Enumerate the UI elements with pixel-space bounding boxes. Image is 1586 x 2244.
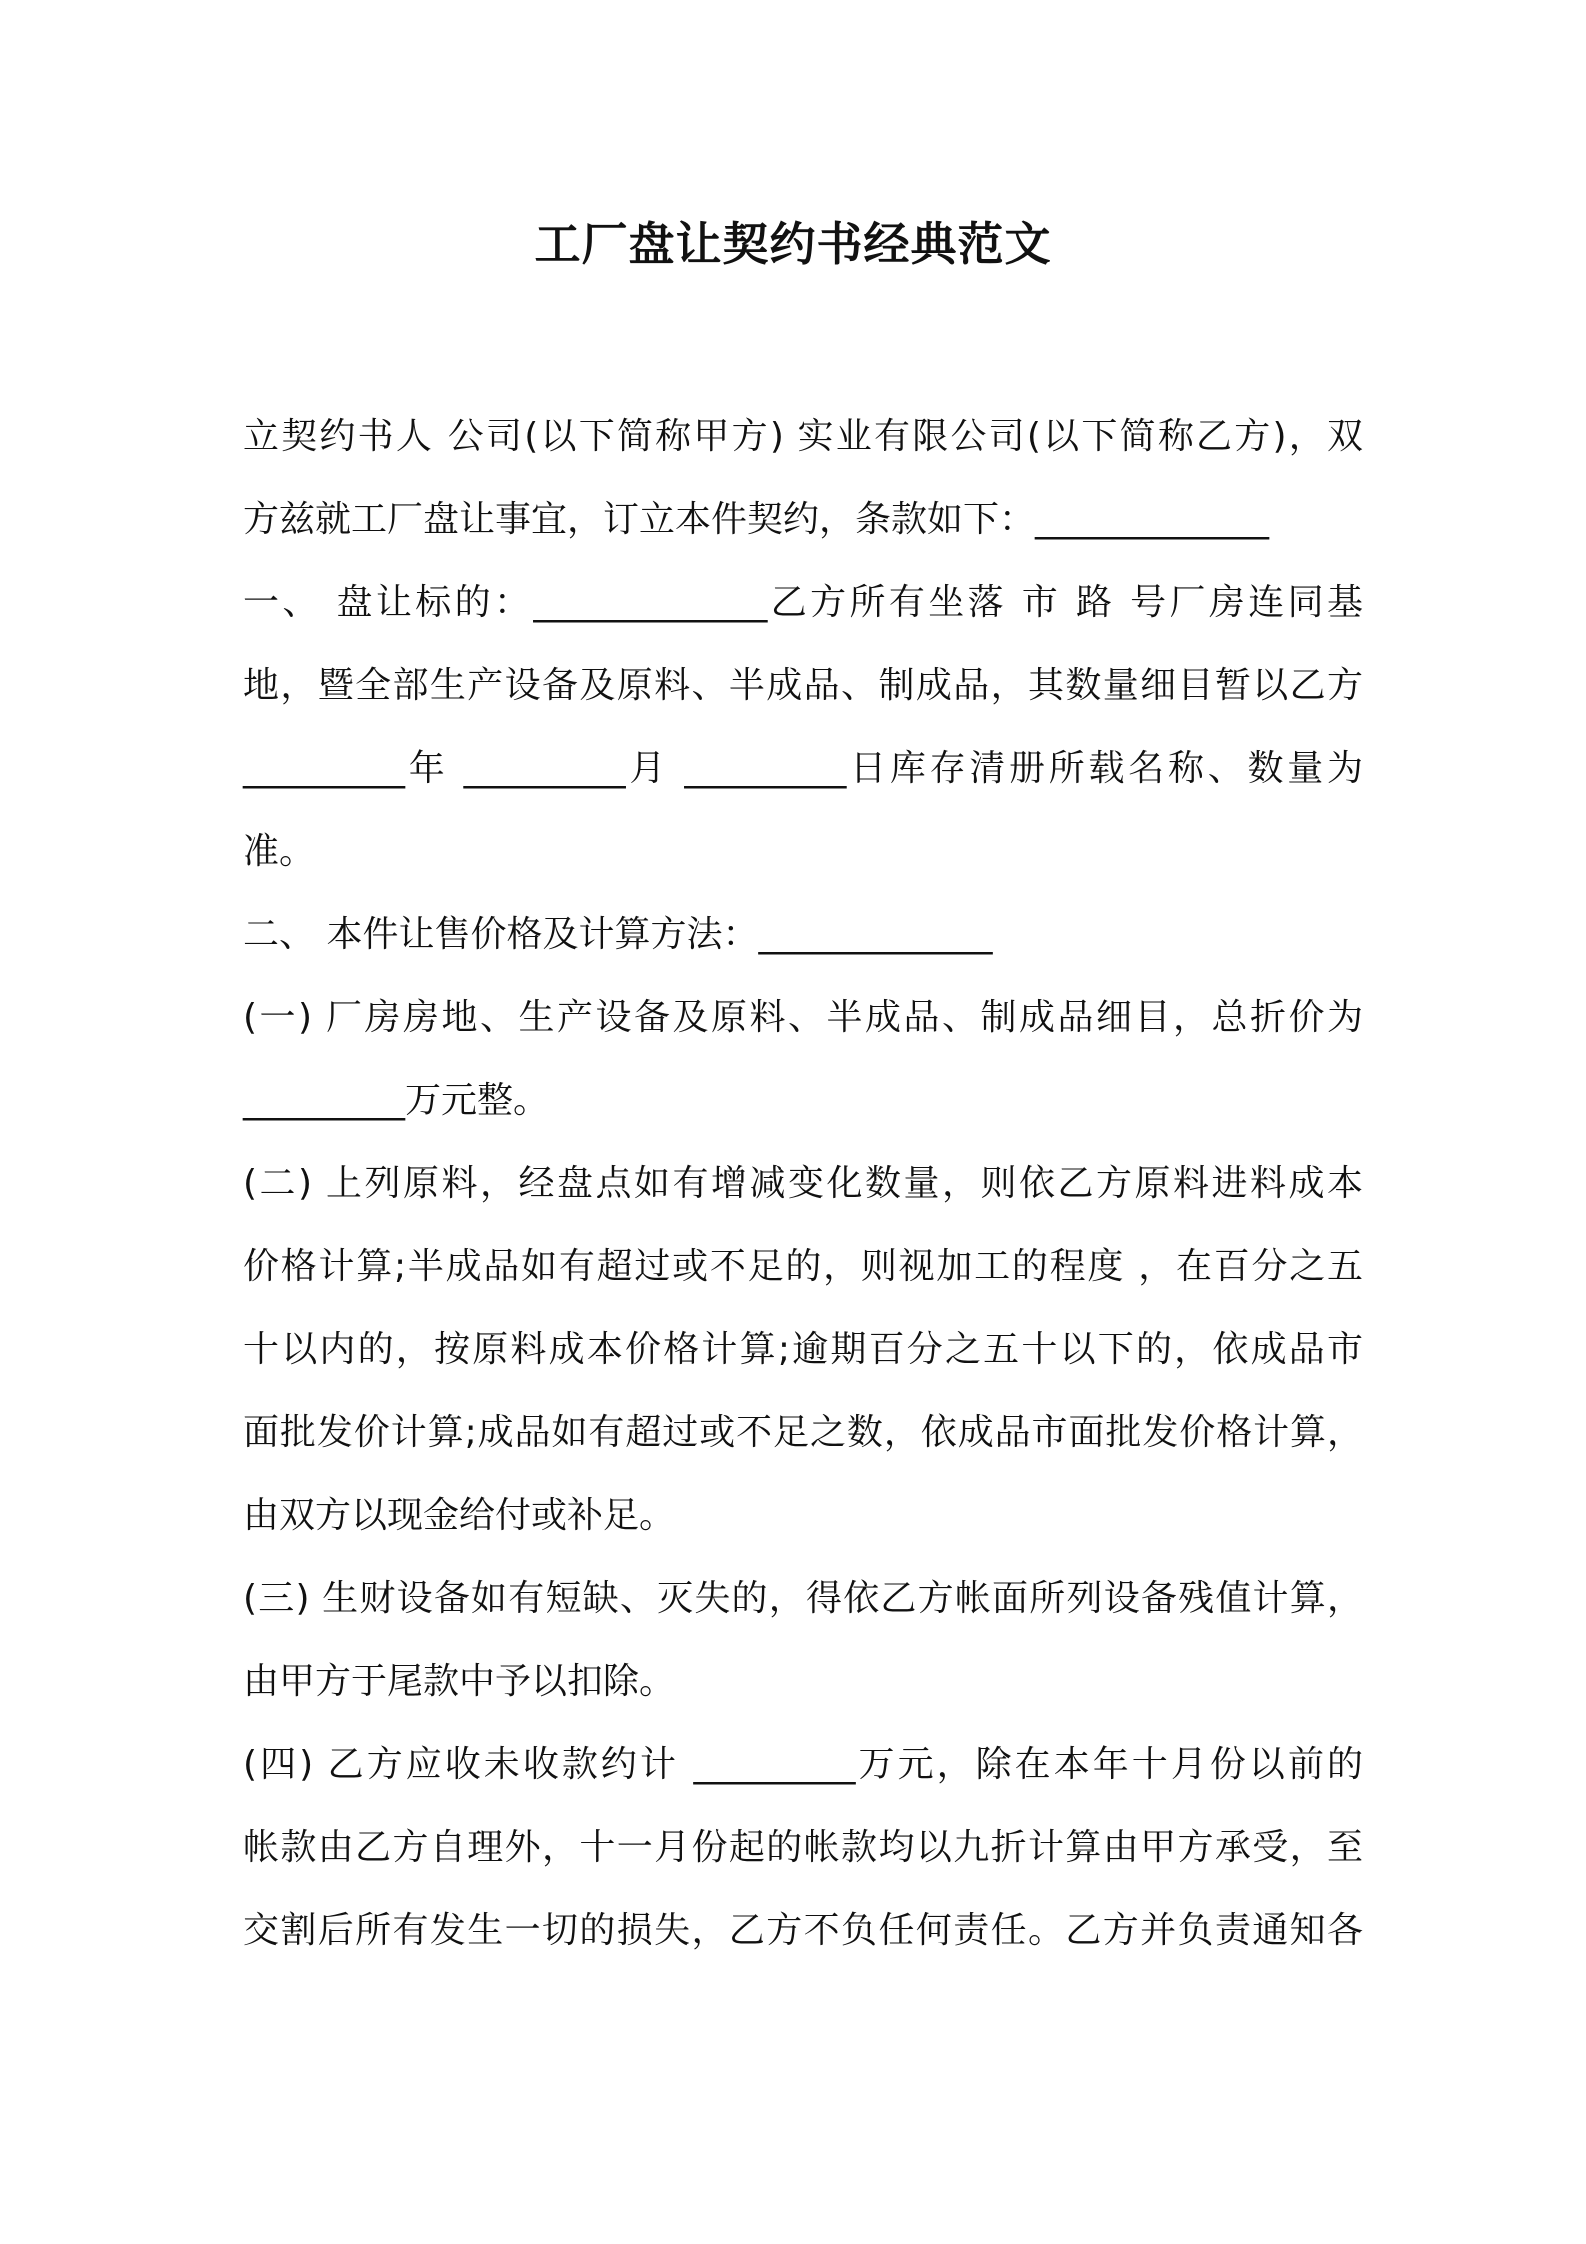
- body-line: 面批发价计算;成品如有超过或不足之数，依成品市面批发价格计算，: [243, 1412, 1363, 1453]
- body-line: (四) 乙方应收未收款约计 _________万元，除在本年十月份以前的: [243, 1744, 1363, 1785]
- body-line: 二、 本件让售价格及计算方法：_____________: [243, 914, 993, 955]
- body-line: 交割后所有发生一切的损失，乙方不负任何责任。乙方并负责通知各: [243, 1910, 1363, 1951]
- body-line: 准。: [243, 831, 316, 872]
- body-line: 地，暨全部生产设备及原料、半成品、制成品，其数量细目暂以乙方: [243, 665, 1363, 706]
- body-line: 帐款由乙方自理外，十一月份起的帐款均以九折计算由甲方承受，至: [243, 1827, 1363, 1868]
- body-line: _________年 _________月 _________日库存清册所载名称、数量为: [243, 748, 1363, 789]
- body-line: 一、 盘让标的：_____________乙方所有坐落 市 路 号厂房连同基: [243, 582, 1363, 623]
- body-line: (三) 生财设备如有短缺、灭失的，得依乙方帐面所列设备残值计算，: [243, 1578, 1363, 1619]
- body-line: 立契约书人 公司(以下简称甲方) 实业有限公司(以下简称乙方)，双: [243, 416, 1363, 457]
- body-line: 价格计算;半成品如有超过或不足的，则视加工的程度 ，在百分之五: [243, 1246, 1363, 1287]
- body-line: 由双方以现金给付或补足。: [243, 1495, 676, 1536]
- body-line: (二) 上列原料，经盘点如有增减变化数量，则依乙方原料进料成本: [243, 1163, 1363, 1204]
- document-body: [243, 402, 1363, 1979]
- body-line: 方兹就工厂盘让事宜，订立本件契约，条款如下：_____________: [243, 499, 1270, 540]
- body-line: 十以内的，按原料成本价格计算;逾期百分之五十以下的，依成品市: [243, 1329, 1363, 1370]
- body-line: _________万元整。: [243, 1080, 550, 1121]
- body-line: 由甲方于尾款中予以扣除。: [243, 1661, 676, 1702]
- document-title: 工厂盘让契约书经典范文: [534, 217, 1052, 271]
- body-line: (一) 厂房房地、生产设备及原料、半成品、制成品细目，总折价为: [243, 997, 1363, 1038]
